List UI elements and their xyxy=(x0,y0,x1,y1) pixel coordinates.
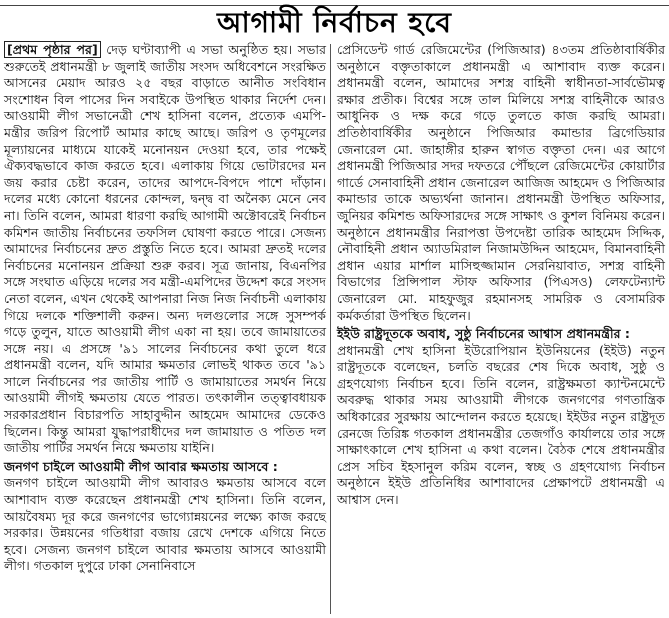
right-subhead: ইইউ রাষ্ট্রদূতকে অবাধ, সুষ্ঠু নির্বাচনের আশ্বাস প্রধানমন্ত্রীর : xyxy=(337,326,630,342)
left-subhead: জনগণ চাইলে আওয়ামী লীগ আবার ক্ষমতায় আসবে : xyxy=(4,458,278,474)
headline: আগামী নির্বাচন হবে xyxy=(217,6,452,39)
left-column xyxy=(4,42,326,575)
left-paragraph-1-text: দেড় ঘণ্টাব্যাপী এ সভা অনুষ্ঠিত হয়। সভার শুরুতেই প্রধানমন্ত্রী ৮ জুলাই জাতীয় সংসদ অধিবেশনে সংরক্ষিত আসনের মেয়াদ আরও ২৫ বছর বাড়াতে আনীত সংবিধান সংশোধন বিল পাসের দিন সবাইকে উপস্থিত থাকার নির্দেশ দেন। আওয়ামী লীগ সভানেত্রী শেখ হাসিনা বলেন, প্রত্যেক এমপি-মন্ত্রীর জরিপ রিপোর্ট আমার কাছে আছে। জরিপ ও তৃণমূলের মূল্যায়নের মাধ্যমে যাকেই মনোনয়ন দেওয়া হবে, তার পক্ষেই ঐক্যবদ্ধভাবে কাজ করতে হবে। এলাকায় গিয়ে ভোটারদের মন জয় করার চেষ্টা করেন, তাদের আপদে-বিপদে পাশে দাঁড়ান। দলের মধ্যে কোনো ধরনের কোন্দল, দ্বন্দ্ব বা অনৈক্য মেনে নেব না। তিনি বলেন, আমরা ধারণা করছি আগামী অক্টোবরেই নির্বাচন কমিশন জাতীয় নির্বাচনের তফসিল ঘোষণা করতে পারে। সেজন্য আমাদের নির্বাচনের দ্রুত প্রস্তুতি নিতে হবে। আমরা দ্রুতই দলের নির্বাচনের মনোনয়ন প্রক্রিয়া শুরু করব। সূত্র জানায়, বিএনপির সঙ্গে সংঘাত এড়িয়ে দলের সব মন্ত্রী-এমপিদের উদ্দেশ করে সংসদ নেতা বলেন, এখন থেকেই আপনারা নিজ নিজ নির্বাচনী এলাকায় গিয়ে দলকে শক্তিশালী করুন। অন্য দলগুলোর সঙ্গে সুসম্পর্ক গড়ে তুলুন, যাতে আওয়ামী লীগ একা না হয়। তবে জামায়াতের সঙ্গে নয়। এ প্রসঙ্গে '৯১ সালের নির্বাচনের কথা তুলে ধরে প্রধানমন্ত্রী বলেন, যদি আমার ক্ষমতার লোভই থাকত তবে '৯১ সালে নির্বাচনের পর জাতীয় পার্টি ও জামায়াতের সমর্থন নিয়ে আওয়ামী লীগই ক্ষমতায় যেতে পারত। তৎকালীন তত্ত্বাবধায়ক সরকারপ্রধান বিচারপতি সাহাবুদ্দীন আহমেদ আমাদের ডেকেও ছিলেন। কিন্তু আমরা যুদ্ধাপরাধীদের দল জামায়াত ও পতিত দল জাতীয় পার্টির সমর্থন নিয়ে ক্ষমতায় যাইনি। xyxy=(4,42,326,456)
left-paragraph-2: জনগণ চাইলে আওয়ামী লীগ আবারও ক্ষমতায় আসবে বলে আশাবাদ ব্যক্ত করেছেন প্রধানমন্ত্রী শেখ হাসিনা। তিনি বলেন, আয়বৈষম্য দূর করে জনগণের ভাগ্যোন্নয়নের লক্ষ্যে কাজ করছে সরকার। উন্নয়নের গতিধারা বজায় রেখে দেশকে এগিয়ে নিতে হবে। সেজন্য জনগণ চাইলে আবার ক্ষমতায় আসবে আওয়ামী লীগ। গতকাল দুপুরে ঢাকা সেনানিবাসে xyxy=(4,475,326,574)
right-column xyxy=(337,42,665,509)
column-divider xyxy=(330,44,331,614)
right-paragraph-2: প্রধানমন্ত্রী শেখ হাসিনা ইউরোপিয়ান ইউনিয়নের (ইইউ) নতুন রাষ্ট্রদূতকে বলেছেন, চলতি বছরের শেষ দিকে অবাধ, সুষ্ঠু ও গ্রহণযোগ্য নির্বাচন হবে। তিনি বলেন, রাষ্ট্রক্ষমতা ক্যান্টনমেন্টে অবরুদ্ধ থাকার সময় আওয়ামী লীগকে জনগণের গণতান্ত্রিক অধিকারের সুরক্ষায় আন্দোলন করতে হয়েছে। ইইউর নতুন রাষ্ট্রদূত রেনজে তিরিঙ্ক গতকাল প্রধানমন্ত্রীর তেজগাঁও কার্যালয়ে তার সঙ্গে সাক্ষাৎকালে শেখ হাসিনা এ কথা বলেন। বৈঠক শেষে প্রধানমন্ত্রীর প্রেস সচিব ইহসানুল করিম বলেন, স্বচ্ছ ও গ্রহণযোগ্য নির্বাচন অনুষ্ঠানে ইইউ প্রতিনিধির আশাবাদের প্রেক্ষাপটে প্রধানমন্ত্রী এ আশ্বাস দেন। xyxy=(337,342,665,508)
continuation-ref: [প্রথম পৃষ্ঠার পর] xyxy=(4,41,101,58)
left-paragraph-1 xyxy=(4,42,326,457)
right-paragraph-1: প্রেসিডেন্ট গার্ড রেজিমেন্টের (পিজিআর) ৪৩তম প্রতিষ্ঠাবার্ষিকীর অনুষ্ঠানে বক্তৃতাকালে প্রধানমন্ত্রী এ আশাবাদ ব্যক্ত করেন। প্রধানমন্ত্রী বলেন, আমাদের সশস্ত্র বাহিনী স্বাধীনতা-সার্বভৌমত্ব রক্ষার প্রতীক। বিশ্বের সঙ্গে তাল মিলিয়ে সশস্ত্র বাহিনীকে আরও আধুনিক ও দক্ষ করে গড়ে তুলতে কাজ করছি আমরা। প্রতিষ্ঠাবার্ষিকীর অনুষ্ঠানে পিজিআর কমান্ডার ব্রিগেডিয়ার জেনারেল মো. জাহাঙ্গীর হারুন স্বাগত বক্তৃতা দেন। এর আগে প্রধানমন্ত্রী পিজিআর সদর দফতরে পৌঁছলে রেজিমেন্টের কোয়ার্টার গার্ডে সেনাবাহিনী প্রধান জেনারেল আজিজ আহমেদ ও পিজিআর কমান্ডার তাকে অভ্যর্থনা জানান। প্রধানমন্ত্রী উপস্থিত অফিসার, জুনিয়র কমিশন্ড অফিসারদের সঙ্গে সাক্ষাৎ ও কুশল বিনিময় করেন। অনুষ্ঠানে প্রধানমন্ত্রীর নিরাপত্তা উপদেষ্টা তারিক আহমেদ সিদ্দিক, নৌবাহিনী প্রধান অ্যাডমিরাল নিজামউদ্দিন আহমেদ, বিমানবাহিনী প্রধান এয়ার মার্শাল মাসিহুজ্জামান সেরনিয়াবাত, সশস্ত্র বাহিনী বিভাগের প্রিন্সিপাল স্টাফ অফিসার (পিএসও) লেফটেন্যান্ট জেনারেল মো. মাহফুজুর রহমানসহ সামরিক ও বেসামরিক কর্মকর্তারা উপস্থিত ছিলেন। xyxy=(337,42,665,323)
